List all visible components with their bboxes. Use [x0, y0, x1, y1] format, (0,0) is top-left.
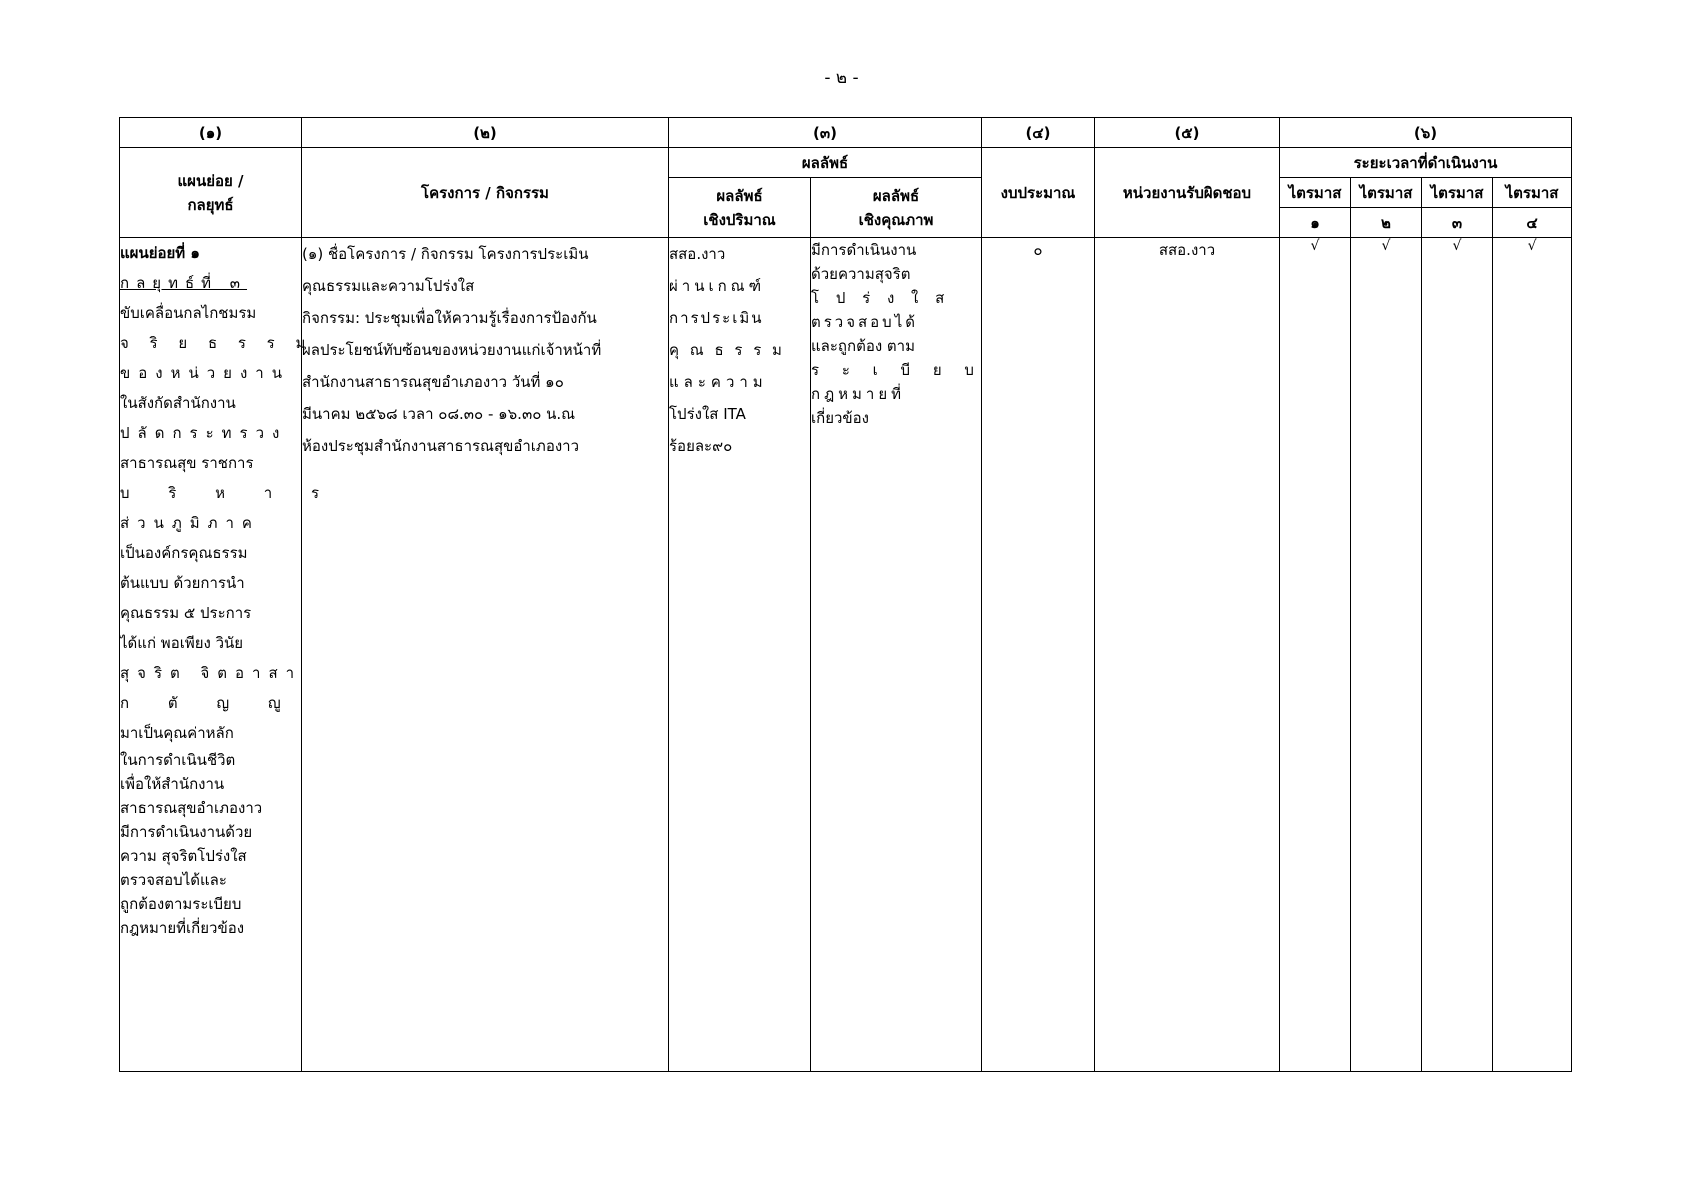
header-results: ผลลัพธ์ [669, 148, 982, 178]
plan-line: มาเป็นคุณค่าหลัก [120, 724, 234, 742]
project-line: สำนักงานสาธารณสุขอำเภองาว วันที่ ๑๐ [302, 373, 564, 391]
plan-strategy-cell [120, 238, 337, 1072]
header-responsible-unit: หน่วยงานรับผิดชอบ [1095, 148, 1280, 238]
result-quantity-cell [669, 238, 811, 1072]
project-line: กิจกรรม: ประชุมเพื่อให้ความรู้เรื่องการป้องกัน [302, 309, 597, 327]
col-number-6: (๖) [1280, 118, 1572, 148]
header-quarter-3-label: ไตรมาส [1422, 178, 1493, 208]
plan-line: กฎหมายที่เกี่ยวข้อง [120, 919, 245, 937]
quantity-line: โปร่งใส ITA [669, 405, 746, 423]
plan-line: เป็นองค์กรคุณธรรม [120, 544, 248, 562]
quarter-3-check: √ [1422, 238, 1493, 1072]
project-line: มีนาคม ๒๕๖๘ เวลา ๐๘.๓๐ - ๑๖.๓๐ น.ณ [302, 405, 576, 423]
plan-line: สาธารณสุข ราชการ [120, 454, 254, 472]
quality-line: ร ะ เ บี ย บ [811, 361, 983, 379]
plan-line: ความ สุจริตโปร่งใส [120, 847, 247, 865]
plan-line: เพื่อให้สำนักงาน [120, 775, 225, 793]
quality-line: เกี่ยวข้อง [811, 409, 870, 427]
header-result-quantity [669, 178, 811, 238]
col-number-5: (๕) [1095, 118, 1280, 148]
page-number: - ๒ - [824, 68, 859, 88]
header-strategy-line: กลยุทธ์ [187, 195, 234, 214]
budget-cell: ๐ [982, 238, 1095, 1072]
quantity-line: การประเมิน [669, 309, 764, 327]
plan-line: ถูกต้องตามระเบียบ [120, 895, 242, 913]
header-result-quality [811, 178, 982, 238]
responsible-unit-cell: สสอ.งาว [1095, 238, 1280, 1072]
header-quarter-4-label: ไตรมาส [1493, 178, 1572, 208]
header-result-quality-line-2: เชิงคุณภาพ [858, 210, 934, 229]
col-number-1: (๑) [120, 118, 302, 148]
plan-line: ขับเคลื่อนกลไกชมรม [120, 304, 257, 322]
quarter-4-check: √ [1493, 238, 1572, 1072]
column-number-row [120, 118, 1572, 148]
header-quarter-3-number: ๓ [1422, 208, 1493, 238]
plan-line: สาธารณสุขอำเภองาว [120, 799, 263, 817]
plan-title: แผนย่อยที่ ๑ [120, 244, 200, 262]
col-number-3: (๓) [669, 118, 982, 148]
header-quarter-4-number: ๔ [1493, 208, 1572, 238]
plan-line: สุจริต จิตอาสา [120, 664, 303, 682]
plan-line: ต้นแบบ ด้วยการนำ [120, 574, 245, 592]
quality-line: ตรวจสอบได้ [811, 313, 918, 331]
plan-line: ในสังกัดสำนักงาน [120, 394, 236, 412]
header-quarter-2-label: ไตรมาส [1351, 178, 1422, 208]
header-budget: งบประมาณ [982, 148, 1095, 238]
quality-line: โ ป ร่ ง ใ ส [811, 289, 951, 307]
result-quality-cell [811, 238, 982, 1072]
project-activity-cell [302, 238, 669, 1072]
plan-line: ส่วนภูมิภาค [120, 514, 260, 532]
header-timeline: ระยะเวลาที่ดำเนินงาน [1280, 148, 1572, 178]
project-line: (๑) ชื่อโครงการ / กิจกรรม โครงการประเมิน [302, 245, 589, 263]
quantity-line: ร้อยละ๙๐ [669, 437, 733, 455]
plan-line: ในการดำเนินชีวิต [120, 751, 236, 769]
quantity-line: และความ [669, 373, 768, 391]
quantity-line: ผ่านเกณฑ์ [669, 277, 766, 295]
plan-line: ของหน่วยงาน [120, 364, 290, 382]
header-row-1 [120, 148, 1572, 178]
quality-line: มีการดำเนินงาน [811, 241, 917, 259]
table-row [120, 238, 1572, 1072]
header-quarter-2-number: ๒ [1351, 208, 1422, 238]
plan-line: มีการดำเนินงานด้วย [120, 823, 253, 841]
header-plan-line: แผนย่อย / [177, 171, 244, 190]
header-project-activity: โครงการ / กิจกรรม [302, 148, 669, 238]
quantity-line: สสอ.งาว [669, 245, 726, 263]
plan-line: ตรวจสอบได้และ [120, 871, 227, 889]
project-line: ห้องประชุมสำนักงานสาธารณสุขอำเภองาว [302, 437, 580, 455]
header-result-quantity-line-2: เชิงปริมาณ [703, 210, 776, 229]
plan-line: จ ริ ย ธ ร ร ม [120, 334, 314, 352]
project-line: ผลประโยชน์ทับซ้อนของหน่วยงานแก่เจ้าหน้าที่ [302, 341, 602, 359]
col-number-2: (๒) [302, 118, 669, 148]
header-plan-strategy [120, 148, 302, 238]
project-line: คุณธรรมและความโปร่งใส [302, 277, 475, 295]
plan-line: ปลัดกระทรวง [120, 424, 288, 442]
quarter-2-check: √ [1351, 238, 1422, 1072]
header-quarter-1-label: ไตรมาส [1280, 178, 1351, 208]
header-result-quality-line-1: ผลลัพธ์ [872, 186, 920, 205]
strategy-title: กลยุทธ์ที่ ๓ [120, 274, 248, 292]
quality-line: ด้วยความสุจริต [811, 265, 911, 283]
header-quarter-1-number: ๑ [1280, 208, 1351, 238]
plan-line: ได้แก่ พอเพียง วินัย [120, 634, 244, 652]
plan-line: ก ตั ญ ญู [120, 694, 298, 712]
quantity-line: คุ ณ ธ ร ร ม [669, 341, 785, 359]
plan-line: บ ริ ห า ร [120, 484, 337, 502]
col-number-4: (๔) [982, 118, 1095, 148]
quality-line: และถูกต้อง ตาม [811, 337, 915, 355]
quarter-1-check: √ [1280, 238, 1351, 1072]
quality-line: กฎหมายที่ [811, 385, 906, 403]
header-result-quantity-line-1: ผลลัพธ์ [716, 186, 763, 205]
action-plan-table [119, 117, 1572, 1072]
plan-line: คุณธรรม ๕ ประการ [120, 604, 252, 622]
